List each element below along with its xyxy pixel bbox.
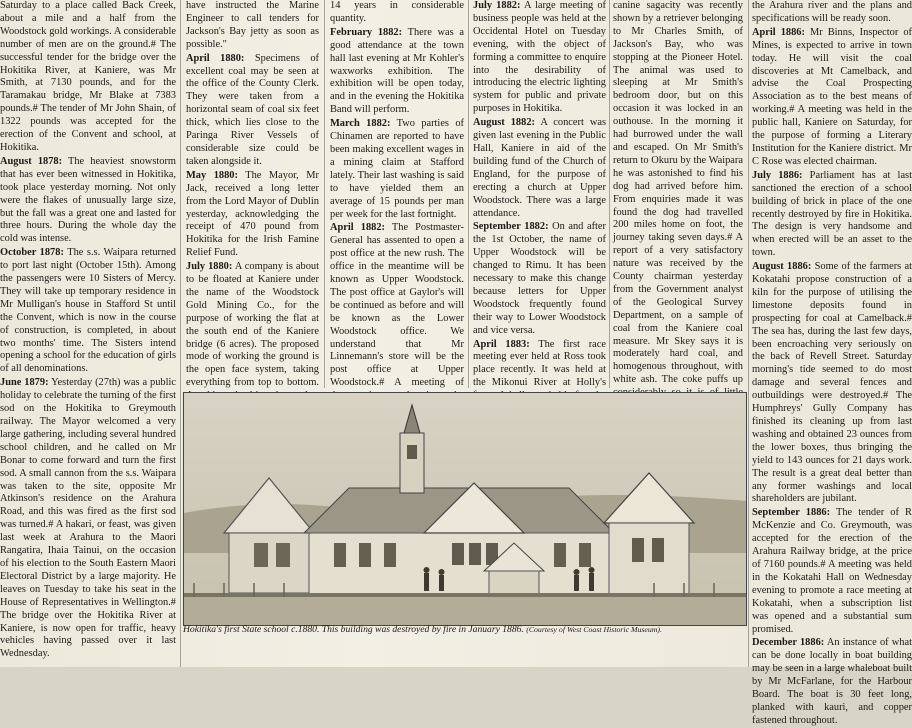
item-date: September 1882: bbox=[473, 221, 549, 233]
news-item bbox=[330, 118, 464, 221]
item-text: Yesterday (27th) was a public holiday to celebrate the turning of the first sod on the Hokitika to Greymouth railway. The Mayor welcomed a very large gathering, including several hundred school children, and he called on Mr Bonar to come forward and turn the first sod. A small cannon from the s.s. Waipara was taken to the site, opposite Mr Atkinson's residence on the Arahura Road, and this was fired as the first sod was turned.# A hakari, or feast, was given last week at Arahura to the Maori Rangatira, Ihaia Tainui, on the occasion of his election to the South Eastern Maori Electoral District by a large majority. He leaves on Tuesday to take his seat in the House of Representatives in Wellington.# The bridge over the Hokitika River at Kaniere, is now open for traffic, heavy vehicles having passed over it last Wednesday. bbox=[0, 377, 176, 660]
news-item bbox=[473, 0, 606, 116]
item-text: Some of the farmers at Kokatahi propose construction of a kiln for the purpose of utilising the limestone deposits found in prospecting for coal at Camelback.# The sea has, during the last few days, been encroaching very seriously on the back of Revell Street. Saturday morning's tide seemed to do most damage and several fences and outbuildings were destroyed.# The Humphreys' Gully Company has finished its cleaning up from last washing and obtained 23 ounces from the lower boxes, thus bringing the yield to 143 ounces for 21 days work. The result is a great deal better than any former washings and local shareholders are jubilant. bbox=[752, 261, 912, 505]
news-item bbox=[0, 377, 176, 661]
school-photograph bbox=[183, 392, 747, 626]
column-1 bbox=[0, 0, 176, 667]
item-date: October 1878: bbox=[0, 247, 64, 259]
item-date: August 1882: bbox=[473, 117, 535, 129]
item-date: April 1882: bbox=[330, 222, 385, 234]
news-item bbox=[330, 0, 464, 26]
item-date: April 1883: bbox=[473, 338, 530, 350]
news-item bbox=[752, 637, 912, 727]
item-text: The first race meeting ever held at Ross took place recently. It was held at the Mikonui River at Holly's bbox=[473, 338, 606, 389]
news-item bbox=[752, 507, 912, 636]
item-text: Mr Binns, Inspector of Mines, is expected to arrive in town today. He will visit the coal discoveries at Mt Camelback, and advise the Coal Prospecting Association as to the best means of working.# A meeting was held in the public hall, Kaniere on Saturday, for the purpose of forming a Literary Institution for the Kaniere district. Mr C Rose was elected chairman. bbox=[752, 26, 912, 167]
item-date: July 1886: bbox=[752, 169, 803, 181]
news-item bbox=[752, 27, 912, 169]
item-date: April 1880: bbox=[186, 52, 245, 64]
item-text: the Arahura river and the plans and specifications will be ready soon. bbox=[752, 0, 912, 24]
column-rule bbox=[468, 0, 469, 388]
item-text: canine sagacity was recently shown by a retriever belonging to Mr Charles Smith, of Jackson's Bay, who was stopping at the Pioneer Hotel. The animal was used to sleeping at Mr Smith's bedroom door, but on this occasion it was locked in an outhouse. In the morning it had burrowed under the wall and escaped. On Mr Smith's return to Okuru by the Waipara he was astonished to find his dog had arrived before him. From enquiries made it was found the dog had travelled 200 miles home on foot, the journey taking seven days.# A report of a very satisfactory nature was received by the County chairman yesterday from the Government analyst of the Geological Survey Department, on a sample of coal from the Kaniere coal measure. Mr Skey says it is moderately hard coal, and homogenous throughout, with white ash. The coke puffs up bbox=[613, 0, 743, 386]
item-text: Specimens of excellent coal may be seen at the office of the County Clerk. They were taken from a horizontal seam of coal six feet thick, which lies close to the Paringa River Vessels of considerable size could be taken alongside it. bbox=[186, 52, 319, 167]
caption-credit: (Courtesy of West Coast Historic Museum). bbox=[526, 625, 662, 634]
item-date: August 1886: bbox=[752, 261, 812, 273]
item-date: June 1879: bbox=[0, 377, 49, 389]
item-text: An instance of what can be done locally in boat building may be seen in a large whaleboat built by Mr McFarlane, for the Harbour Board. The boat is 30 feet long, planked with kauri, and copper fastened throughout. bbox=[752, 637, 912, 726]
column-3 bbox=[330, 0, 464, 389]
item-text: A concert was given last evening in the Public Hall, Kaniere in aid of the building fund of the Church of England, for the purpose of erecting a church at Upper Woodstock. There was a large attendance. bbox=[473, 117, 606, 219]
item-date: December 1886: bbox=[752, 637, 825, 649]
news-item bbox=[186, 170, 319, 260]
column-rule bbox=[324, 0, 325, 388]
column-rule bbox=[180, 0, 181, 667]
item-date: July 1880: bbox=[186, 261, 233, 273]
item-text: The Mayor, Mr Jack, received a long letter from the Lord Mayor of Dublin yesterday, acknowledging the receipt of 470 pound from Hokitika for the Irish Famine Relief Fund. bbox=[186, 169, 319, 259]
school-building-image bbox=[184, 393, 746, 625]
item-text: On and after the 1st October, the name of Upper Woodstock will be changed to Rimu. It has been necessary to make this change because letters for Upper Woodstock frequently found their way to Lower Woodstock and vice versa. bbox=[473, 221, 606, 336]
item-text: 14 years in considerable quantity. bbox=[330, 0, 464, 24]
item-date: May 1880: bbox=[186, 169, 238, 181]
item-text: have instructed the Marine Engineer to call tenders for Jackson's Bay jetty as soon as possible." bbox=[186, 0, 319, 50]
item-text: The heaviest snowstorm that has ever been witnessed in Hokitika, took place yesterday morning. Not only were the flakes of unusually large size, but the fall was a great one and lasted for three hours. During the whole day the cold was intense. bbox=[0, 155, 176, 245]
item-text: A large meeting of business people was held at the Occidental Hotel on Tuesday evening, with the object of forming a committee to enquire into the desirability of introducing the electric lighting system for public and private purposes in Hokitika. bbox=[473, 0, 606, 115]
item-date: July 1882: bbox=[473, 0, 521, 11]
news-item bbox=[473, 221, 606, 337]
column-rule bbox=[609, 0, 610, 388]
item-date: August 1878: bbox=[0, 155, 63, 167]
news-item bbox=[0, 0, 176, 155]
item-text: Parliament has at last sanctioned the erection of a school building of brick in place of the one recently destroyed by fire in Hokitika. The design is very handsome and when erected will be an asset to the town. bbox=[752, 169, 912, 259]
item-text: The Postmaster-General has assented to open a post office at the new rush. The office in the meantime will be known as Upper Woodstock. The post office at Gaylor's will be continued as before and will be known as the Lower Woodstock office. We understand that Mr Linnemann's store will be the post office at Upper Woodstock.# A meeting of bbox=[330, 222, 464, 389]
photo-caption bbox=[183, 624, 745, 654]
item-text: Saturday to a place called Back Creek, about a mile and a half from the Woodstock gold workings. A considerable number of men are on the ground.# The successful tender for the bridge over the Hokitika River, at Kaniere, was Mr Smith, at 7130 pounds, and for the Taramakau bridge, Mr Blake at 7383 pounds.# The tender of Mr John Shain, of 1322 pounds was accepted for the erection of the Convent and school, at Hokitika. bbox=[0, 0, 176, 153]
news-item bbox=[186, 53, 319, 169]
column-2 bbox=[186, 0, 319, 389]
news-item bbox=[752, 261, 912, 506]
news-item bbox=[752, 170, 912, 260]
column-rule bbox=[748, 0, 749, 667]
item-date: March 1882: bbox=[330, 118, 391, 130]
news-item bbox=[473, 117, 606, 220]
item-text: The tender of R McKenzie and Co. Greymouth, was accepted for the erection of the Arahura Railway bridge, at the price of 7160 pounds.# A meeting was held in the Kokatahi Hall on Wednesday evening to promote a race meeting at Kokatahi, when a subscription list was opened and a substantial sum promised. bbox=[752, 507, 912, 635]
news-item bbox=[0, 156, 176, 246]
item-date: April 1886: bbox=[752, 26, 805, 38]
item-text: A company is about to be floated at Kaniere under the name of the Woodstock Gold Mining Co., for the purpose of working the flat at the south end of the Kaniere bridge (6 acres). The proposed mode of working the ground is the open face system, taking everything from top to bottom. bbox=[186, 261, 319, 389]
news-item bbox=[186, 0, 319, 52]
caption-text: Hokitika's first State school c.1880. This building was destroyed by fire in January 1886. bbox=[183, 624, 524, 635]
news-item bbox=[0, 247, 176, 376]
item-date: September 1886: bbox=[752, 507, 831, 519]
column-5 bbox=[613, 0, 743, 386]
news-item bbox=[330, 27, 464, 117]
column-6 bbox=[752, 0, 912, 726]
item-text: The s.s. Waipara returned to port last night (October 15th). Among the passengers were 10 Sisters of Mercy. They will take up temporary residence in Mr Mulligan's house in Stafford St until the Convent, which is now in the course of construction, is completed, in about two months' time. The Sisters intend opening a school for the education of girls of all denominations. bbox=[0, 247, 176, 375]
news-item bbox=[613, 0, 743, 413]
column-4 bbox=[473, 0, 606, 389]
news-item bbox=[752, 0, 912, 26]
item-text: There was a good attendance at the town hall last evening at Mr Kohler's waxworks exhibition. The exhibition will be open today, and in the evening the Hokitika Band will perform. bbox=[330, 26, 464, 116]
item-text: Two parties of Chinamen are reported to have been making excellent wages in a mining claim at Stafford lately. Their last washing is said to have yielded them an average of 15 pounds per man per week for the last fortnight. bbox=[330, 118, 464, 220]
item-date: February 1882: bbox=[330, 26, 403, 38]
